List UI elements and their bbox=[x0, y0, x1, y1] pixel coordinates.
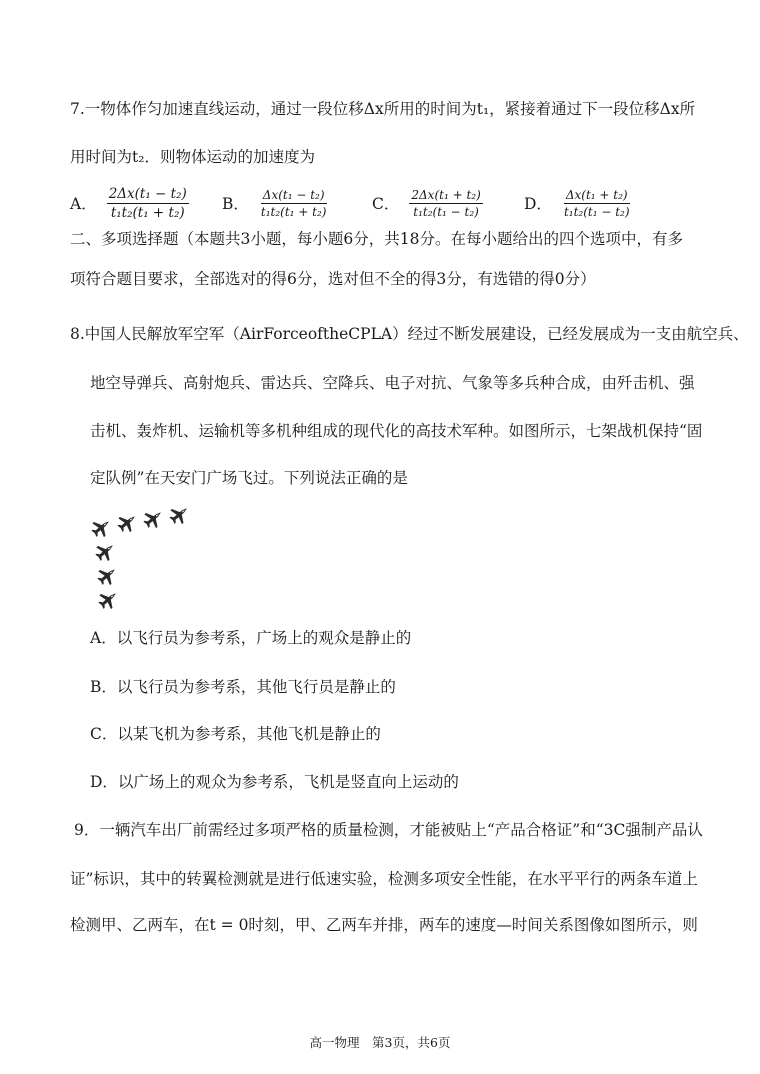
option-letter: D． bbox=[524, 195, 552, 213]
jet-icon bbox=[92, 538, 119, 564]
numerator: Δx(t₁ + t₂) bbox=[565, 187, 628, 202]
q8-line-1: 8.中国人民解放军空军（AirForceoftheCPLA）经过不断发展建设，已经发展成为一支由航空兵、 bbox=[70, 325, 749, 343]
q8-option-d[interactable]: D．以广场上的观众为参考系，飞机是竖直向上运动的 bbox=[90, 773, 459, 791]
option-letter: C． bbox=[372, 195, 400, 213]
q7-line-1: 7.一物体作匀加速直线运动，通过一段位移Δx所用的时间为t₁，紧接着通过下一段位移Δx所 bbox=[70, 100, 696, 118]
fraction bbox=[409, 187, 482, 220]
denominator: t₁t₂(t₁ − t₂) bbox=[413, 204, 479, 219]
section-2-line-2: 项符合题目要求，全部选对的得6分，选对但不全的得3分，有选错的得0分） bbox=[70, 270, 596, 288]
q9-line-2: 证”标识，其中的转翼检测就是进行低速实验，检测多项安全性能，在水平平行的两条车道上 bbox=[70, 870, 698, 888]
q7-line-2: 用时间为t₂．则物体运动的加速度为 bbox=[70, 148, 315, 166]
q8-line-2: 地空导弹兵、高射炮兵、雷达兵、空降兵、电子对抗、气象等多兵种合成，由歼击机、强 bbox=[90, 374, 695, 392]
q8-option-a[interactable]: A．以飞行员为参考系，广场上的观众是静止的 bbox=[90, 629, 412, 647]
q9-line-1: 9．一辆汽车出厂前需经过多项严格的质量检测，才能被贴上“产品合格证”和“3C强制产品认 bbox=[74, 821, 703, 839]
q7-option-b[interactable] bbox=[222, 181, 328, 225]
numerator: 2Δx(t₁ + t₂) bbox=[411, 187, 481, 202]
fraction bbox=[259, 187, 329, 220]
fraction bbox=[107, 185, 189, 222]
denominator: t₁t₂(t₁ − t₂) bbox=[563, 204, 630, 219]
jet-icon bbox=[140, 505, 167, 531]
q8-line-4: 定队例”在天安门广场飞过。下列说法正确的是 bbox=[90, 469, 408, 487]
q7-option-c[interactable] bbox=[372, 181, 483, 225]
q7-options bbox=[70, 181, 710, 225]
option-letter: B． bbox=[222, 195, 249, 213]
q9-line-3: 检测甲、乙两车，在t = 0时刻，甲、乙两车并排，两车的速度—时间关系图像如图所示，则 bbox=[70, 916, 698, 934]
q8-line-3: 击机、轰炸机、运输机等多机种组成的现代化的高技术军种。如图所示，七架战机保持“固 bbox=[90, 422, 703, 440]
option-letter: A． bbox=[70, 195, 97, 213]
jet-icon bbox=[114, 509, 141, 535]
numerator: 2Δx(t₁ − t₂) bbox=[108, 185, 187, 202]
q7-option-d[interactable] bbox=[524, 181, 632, 225]
section-2-line-1: 二、多项选择题（本题共3小题，每小题6分，共18分。在每小题给出的四个选项中，有多 bbox=[70, 230, 683, 248]
q8-option-b[interactable]: B．以飞行员为参考系，其他飞行员是静止的 bbox=[90, 678, 396, 696]
numerator: Δx(t₁ − t₂) bbox=[262, 187, 325, 202]
jet-icon bbox=[95, 586, 122, 612]
denominator: t₁t₂(t₁ + t₂) bbox=[260, 204, 327, 219]
jet-icon bbox=[166, 501, 193, 527]
q7-option-a[interactable] bbox=[70, 181, 189, 225]
jet-icon bbox=[94, 562, 121, 588]
jet-icon bbox=[88, 514, 115, 540]
q8-option-c[interactable]: C．以某飞机为参考系，其他飞机是静止的 bbox=[90, 725, 381, 743]
denominator: t₁t₂(t₁ + t₂) bbox=[110, 204, 185, 221]
jet-formation-figure bbox=[88, 500, 208, 615]
page-footer: 高一物理 第3页，共6页 bbox=[309, 1035, 451, 1050]
fraction bbox=[562, 187, 632, 220]
